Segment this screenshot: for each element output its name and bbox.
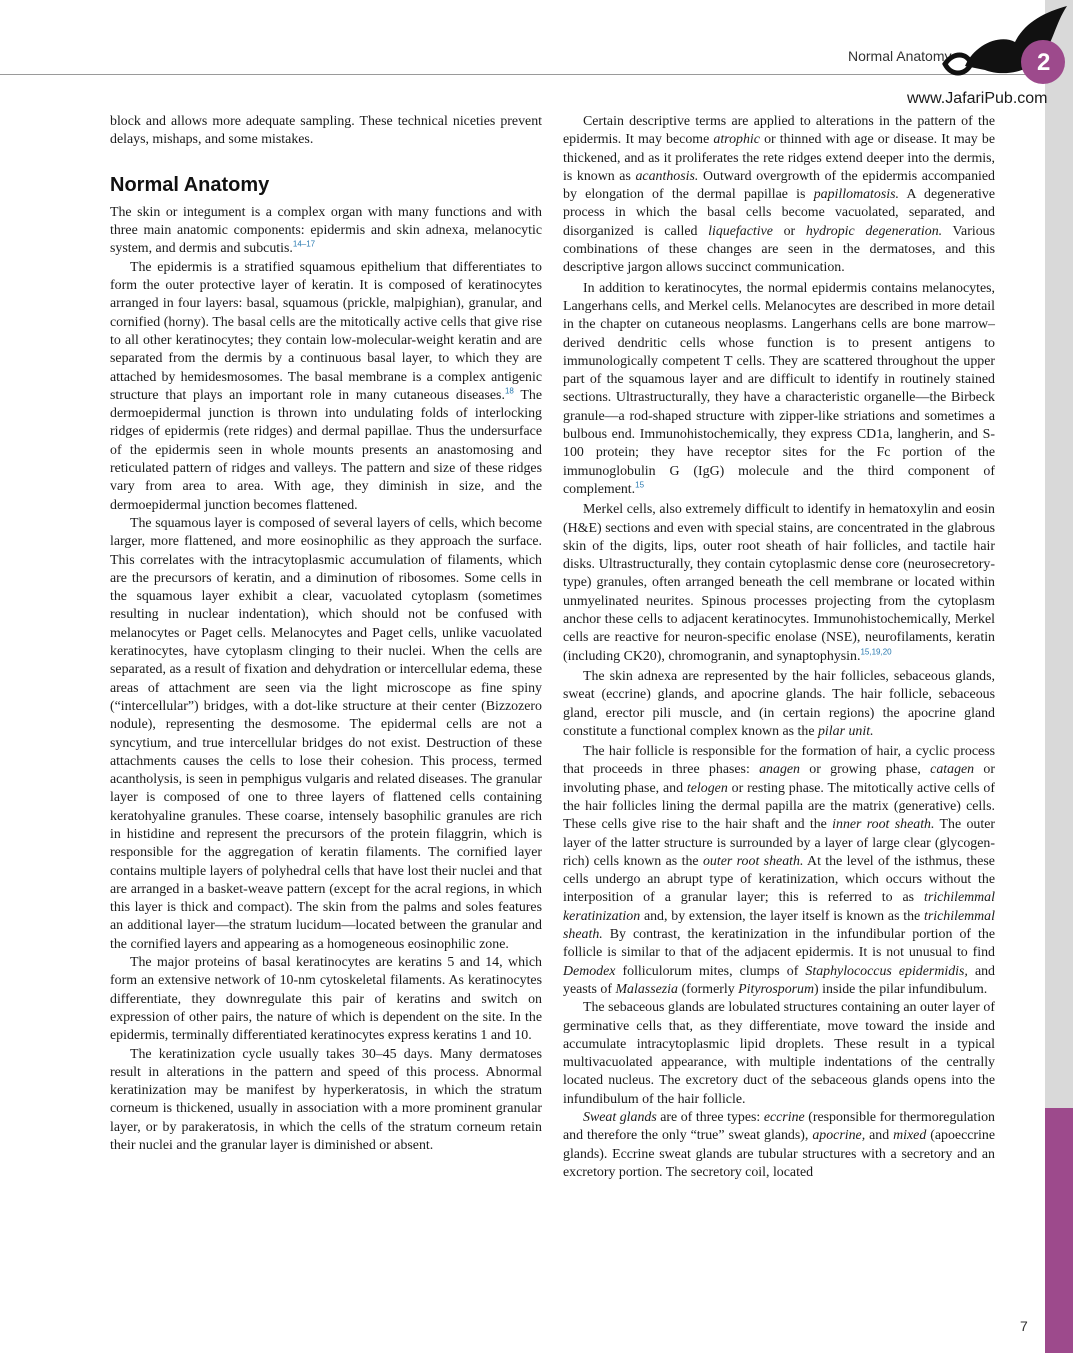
- paragraph: The squamous layer is composed of several layers of cells, which become larger, more flattened, and more eosinophilic as they approach the surface. This correlates with the intracytoplasmic accumulation of filaments, which are the precursors of keratin, and a diminution of ribosomes. Some cells in the squamous layer exhibit a clear, vacuolated cytoplasm (sometimes resulting in nuclear indentation), which should not be confused with melanocytes or Paget cells. Melanocytes and Paget cells, unlike vacuolated keratinocytes, have cytoplasm clinging to their nuclei. When the cells are separated, as a result of fixation and dehydration or intercellular edema, these areas of attachment are seen via the light microscope as fine spiny (“intercellular”) bridges, with a dot-like structure at their center (Bizzozero nodule), representing the desmosome. The epidermal cells are not a syncytium, and true intercellular bridges do not exist. Destruction of these attachments causes the cells to lose their cohesion. This process, termed acantholysis, is seen in pemphigus vulgaris and related diseases. The granular layer is composed of one to three layers of flattened cells containing keratohyaline granules. These coarse, intensely basophilic granules are rich in histidine and represent the precursors of the protein filaggrin, which is responsible for the aggregation of keratin filaments. The cornified layer contains multiple layers of polyhedral cells that have lost their nuclei and that are arranged in a basket-weave pattern (except for the acral regions, in which this layer is thick and compact). The skin from the palms and soles features an additional layer—the stratum lucidum—located between the granular and the cornified layers and appearing as a homogeneous eosinophilic zone.: [110, 515, 542, 952]
- paragraph: The skin adnexa are represented by the hair follicles, sebaceous glands, sweat (eccrine) glands, and apocrine glands. The hair follicle, sebaceous gland, erector pili muscle, and (in certain regions) the apocrine gland constitute a functional complex known as the pilar unit.: [563, 668, 995, 739]
- section-heading: Normal Anatomy: [110, 173, 270, 196]
- citation[interactable]: 18: [504, 386, 514, 396]
- citation[interactable]: 14–17: [292, 239, 316, 249]
- citation[interactable]: 15: [635, 480, 645, 490]
- right-column: [563, 113, 995, 1182]
- left-column: [110, 113, 542, 1155]
- watermark-url: www.JafariPub.com: [907, 90, 1048, 107]
- header-rule: [0, 74, 1045, 75]
- page-number: 7: [1020, 1318, 1028, 1334]
- paragraph: The sebaceous glands are lobulated structures containing an outer layer of germinative cells that, as they differentiate, move toward the inside and accumulate intracytoplasmic lipid droplets. These result in a typical multivacuolated appearance, with multiple indentations of the centrally located nucleus. The excretory duct of the sebaceous glands opens into the infundibulum of the hair follicle.: [563, 1000, 995, 1107]
- paragraph: The hair follicle is responsible for the formation of hair, a cyclic process that proceeds in three phases: anagen or growing phase, catagen or involuting phase, and telogen or resting phase. The mitotically active cells of the hair follicles lining the dermal papilla are the matrix (generative) cells. These cells give rise to the hair shaft and the inner root sheath. The outer layer of the latter structure is surrounded by a layer of large clear (glycogen-rich) cells known as the outer root sheath. At the level of the isthmus, these cells undergo an abrupt type of keratinization, which occurs without the interposition of a granular layer; this is referred to as trichilemmal keratinization and, by extension, the layer itself is known as the trichilemmal sheath. By contrast, the keratinization in the infundibular portion of the follicle is similar to that of the adjacent epidermis. It is not unusual to find Demodex folliculorum mites, clumps of Staphylococcus epidermidis, and yeasts of Malassezia (formerly Pityrosporum) inside the pilar infundibulum.: [563, 744, 996, 997]
- paragraph: Merkel cells, also extremely difficult to identify in hematoxylin and eosin (H&E) sections and even with special stains, are concentrated in the glabrous skin of the digits, lips, outer root sheath of hair follicles, and tactile hair disks. Ultrastructurally, they contain cytoplasmic dense core (neurosecretory-type) granules, often arranged beneath the cell membrane or located within unmyelinated neurites. Spinous processes projecting from the cytoplasm anchor these cells to adjacent keratinocytes. Immunohistochemically, Merkel cells are reactive for neuron-specific enolase (NSE), neurofilaments, keratin (including CK20), chromogranin, and synaptophysin.$^{15,19,20}$: [563, 502, 995, 664]
- svg-text:2: 2: [1037, 49, 1051, 76]
- paragraph: Certain descriptive terms are applied to alterations in the pattern of the epidermis. It may become atrophic or thinned with age or disease. It may be thickened, and as it proliferates the rete ridges extend deeper into the dermis, is known as acanthosis. Outward overgrowth of the epidermis accompanied by elongation of the dermal papillae is papillomatosis. A degenerative process in which the basal cells become vacuolated, separated, and disorganized is called liquefactive or hydropic degeneration. Various combinations of these changes are seen in the dermatoses, and this descriptive jargon allows succinct communication.: [563, 114, 995, 276]
- running-head: Normal Anatomy: [848, 48, 952, 64]
- paragraph: The major proteins of basal keratinocytes are keratins 5 and 14, which form an extensive network of 10-nm cytoskeletal filaments. As keratinocytes differentiate, they downregulate this pair of keratins and switch on expression of other pairs, the nature of which is dependent on the site. In the epidermis, terminally differentiated keratinocytes express keratins 1 and 10.: [110, 955, 542, 1044]
- paragraph: The epidermis is a stratified squamous epithelium that differentiates to form the outer protective layer of keratin. It is composed of keratinocytes arranged in four layers: basal, squamous (prickle, malpighian), granular, and cornified (horny). The basal cells are the mitotically active cells that give rise to all other keratinocytes; they contain low-molecular-weight keratin and are separated from the dermis by a continuous basal layer, to which they are attached by hemidesmosomes. The basal membrane is a complex antigenic structure that plays an important role in many cutaneous diseases.$^{18}$ The dermoepidermal junction is thrown into undulating folds of interlocking ridges of epidermis (rete ridges) and dermal papillae. Thus the undersurface of the epidermis seen in whole mounts presents an anastomosing and reticulated pattern of ridges and valleys. The pattern and size of these ridges vary from area to area. With age, they diminish in size, and the dermoepidermal junction becomes flattened.: [110, 259, 542, 513]
- intro-paragraph: block and allows more adequate sampling. These technical niceties prevent delays, mishaps, and some mistakes.: [110, 114, 542, 148]
- paragraph: In addition to keratinocytes, the normal epidermis contains melanocytes, Langerhans cells, and Merkel cells. Melanocytes are described in more detail in the chapter on cutaneous neoplasms. Langerhans cells are bone marrow–derived dendritic cells whose function is to present antigens to immunologically competent T cells. They are scattered throughout the upper part of the squamous layer and are difficult to identify in routinely stained sections. Ultrastructurally, they have a characteristic organelle—the Birbeck granule—a rod-shaped structure with zipper-like striations and sometimes a bulbous end. Immunohistochemically, they express CD1a, langherin, and S-100 protein; they have receptor sites for the Fc portion of the immunoglobulin G (IgG) molecule and the third component of complement.$^{15}$: [563, 280, 995, 497]
- paragraph: The keratinization cycle usually takes 30–45 days. Many dermatoses result in alterations in the pattern and speed of this process. Abnormal keratinization may be manifest by hyperkeratosis, in which the stratum corneum is thickened, usually in association with a more prominent granular layer, or by parakeratosis, in which the cells of the stratum corneum retain their nuclei and the granular layer is diminished or absent.: [110, 1046, 542, 1154]
- paragraph: The skin or integument is a complex organ with many functions and with three main anatomic components: epidermis and skin adnexa, melanocytic system, and dermis and subcutis.$^{14-17}$: [110, 204, 542, 257]
- paragraph: Sweat glands are of three types: eccrine (responsible for thermoregulation and therefore the only “true” sweat glands), apocrine, and mixed (apoeccrine glands). Eccrine sweat glands are tubular structures with a secretory and an excretory portion. The secretory coil, located: [563, 1110, 995, 1180]
- chapter-tab: [1045, 1108, 1073, 1353]
- citation[interactable]: 15,19,20: [860, 646, 892, 656]
